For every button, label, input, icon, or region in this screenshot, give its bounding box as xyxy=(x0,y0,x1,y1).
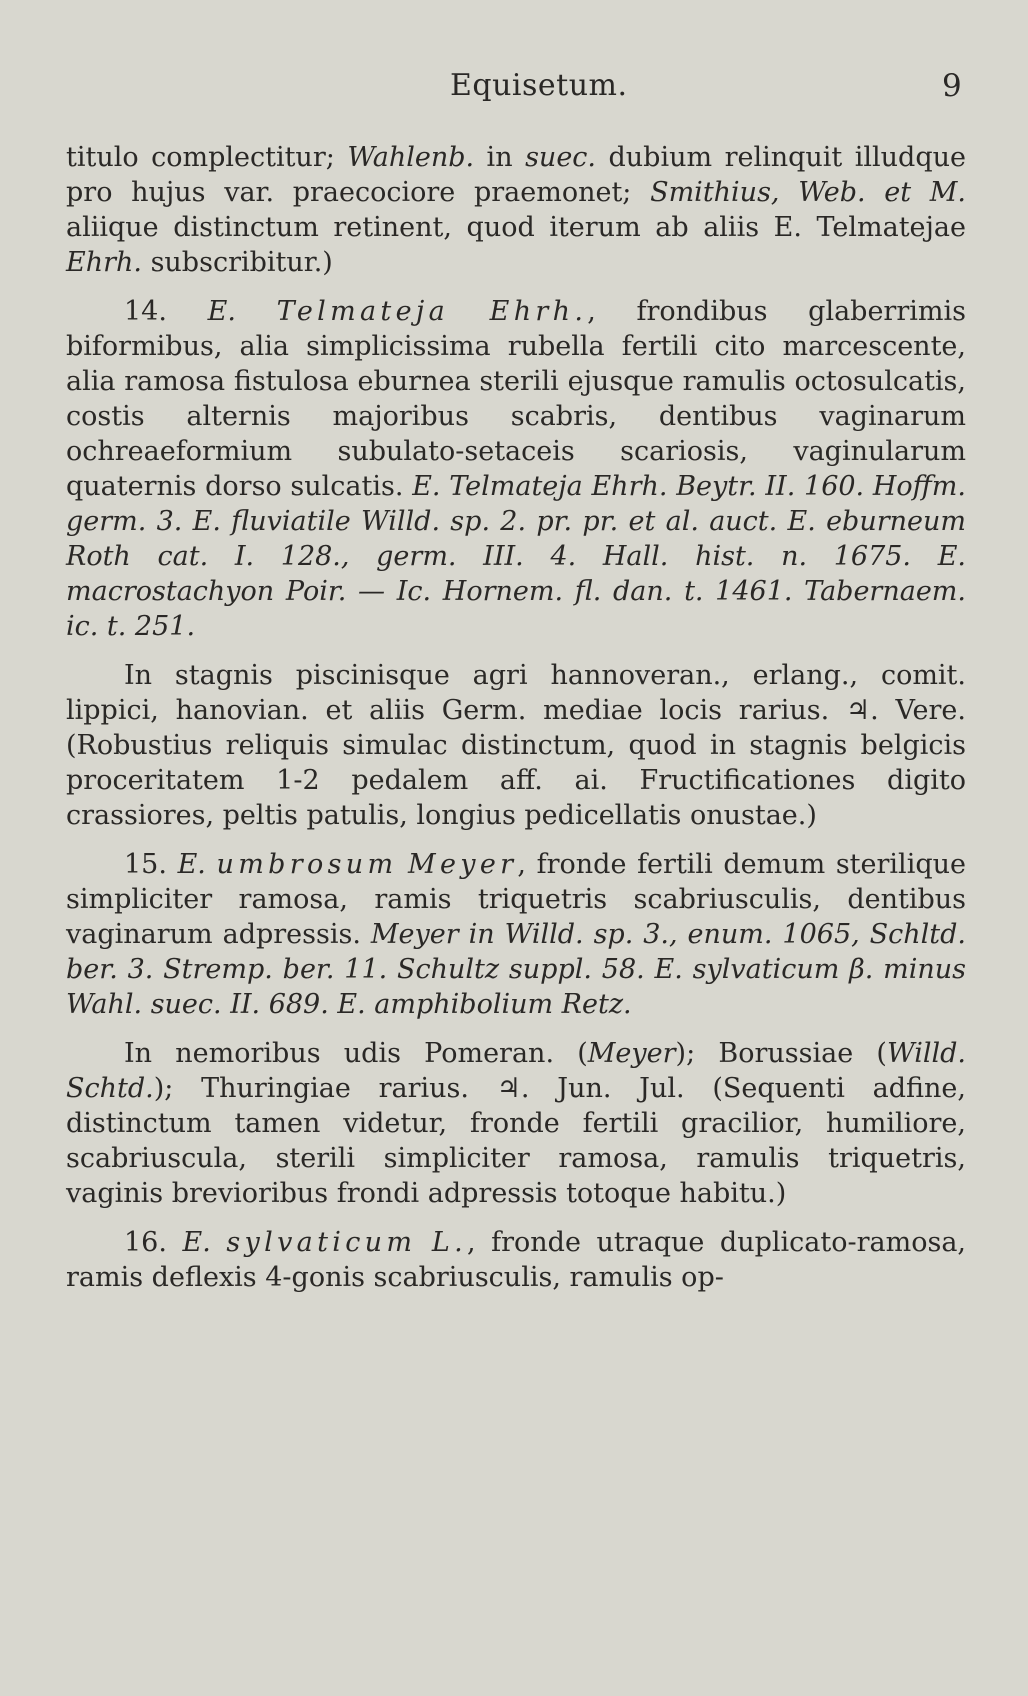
habitat-note-15 xyxy=(66,1036,966,1211)
text-run: ); Borussiae ( xyxy=(675,1038,887,1069)
author-abbrev: Meyer xyxy=(587,1038,676,1069)
species-description: , fronde fertili demum sterilique simpliciter ramosa, ramis triquetris scabriusculis, dentibus vaginarum adpressis. xyxy=(66,849,966,950)
text-run: ); Thuringiae rarius. ♃. Jun. Jul. (Sequenti adfine, distinctum tamen videtur, fronde fertili gracilior, humiliore, scabriuscula, sterili simpliciter ramosa, ramulis triquetris, vaginis brevioribus frondi adpressis totoque habitu.) xyxy=(66,1073,966,1209)
author-abbrev: Willd. Schtd. xyxy=(66,1038,966,1104)
text-run: dubium relinquit illudque pro hujus var. praecociore praemonet; xyxy=(66,142,966,208)
entry-number: 14. xyxy=(124,296,167,327)
author-abbrev: Smithius, Web. et M. xyxy=(650,177,966,208)
habitat-note-14: In stagnis piscinisque agri hannoveran., erlang., comit. lippici, hanovian. et aliis Germ. mediae locis rarius. ♃. Vere. (Robustius reliquis simulac distinctum, quod in stagnis belgicis proceritatem 1-2 pedalem aff. ai. Fructificationes digito crassiores, peltis patulis, longius pedicellatis onustae.) xyxy=(66,660,966,831)
text-run: In nemoribus udis Pomeran. ( xyxy=(124,1038,588,1069)
species-references: Meyer in Willd. sp. 3., enum. 1065, Schltd. ber. 3. Stremp. ber. 11. Schultz suppl. 58. E. sylvaticum β. minus Wahl. suec. II. 689. E. amphibolium Retz. xyxy=(66,919,967,1020)
running-title: Equisetum. xyxy=(450,68,628,103)
species-name: umbrosum xyxy=(216,849,398,880)
genus-abbrev: E. xyxy=(182,1227,211,1258)
page-header xyxy=(0,62,1028,110)
species-entry-16 xyxy=(66,1225,966,1295)
entry-number: 15. xyxy=(124,849,167,880)
genus-abbrev: E. xyxy=(177,849,206,880)
paragraph-continuation xyxy=(66,140,966,280)
species-entry-14 xyxy=(66,294,966,644)
species-author: Ehrh. xyxy=(489,296,588,327)
entry-number: 16. xyxy=(124,1227,167,1258)
text-run: subscribitur.) xyxy=(141,247,333,278)
page-number: 9 xyxy=(942,68,962,104)
species-references: E. Telmateja Ehrh. Beytr. II. 160. Hoffm. germ. 3. E. fluviatile Willd. sp. 2. pr. pr. et al. auct. E. eburneum Roth cat. I. 128., germ. III. 4. Hall. hist. n. 1675. E. macrostachyon Poir. — Ic. Hornem. fl. dan. t. 1461. Tabernaem. ic. t. 251. xyxy=(66,471,966,642)
species-author: L. xyxy=(431,1227,467,1258)
text-run: aliique distinctum retinent, quod iterum ab aliis E. Telmatejae xyxy=(66,212,966,243)
species-entry-15 xyxy=(66,847,966,1022)
species-name: Telmateja xyxy=(276,296,449,327)
species-description: , frondibus glaberrimis biformibus, alia simplicissima rubella fertili cito marcescente, alia ramosa fistulosa eburnea sterili ejusque ramulis octosulcatis, costis alternis majoribus scabris, dentibus vaginarum ochreaeformium subulato-setaceis scariosis, vaginularum quaternis dorso sulcatis. xyxy=(66,296,966,502)
species-author: Meyer xyxy=(408,849,518,880)
text-run: in xyxy=(474,142,526,173)
work-abbrev: suec. xyxy=(525,142,597,173)
species-description: , fronde utraque duplicato-ramosa, ramis deflexis 4-gonis scabriusculis, ramulis op- xyxy=(66,1227,967,1293)
author-abbrev: Wahlenb. xyxy=(347,142,475,173)
genus-abbrev: E. xyxy=(207,296,236,327)
author-abbrev: Ehrh. xyxy=(66,247,142,278)
text-run: titulo complectitur; xyxy=(66,142,348,173)
body-text xyxy=(66,140,966,1295)
species-name: sylvaticum xyxy=(226,1227,417,1258)
